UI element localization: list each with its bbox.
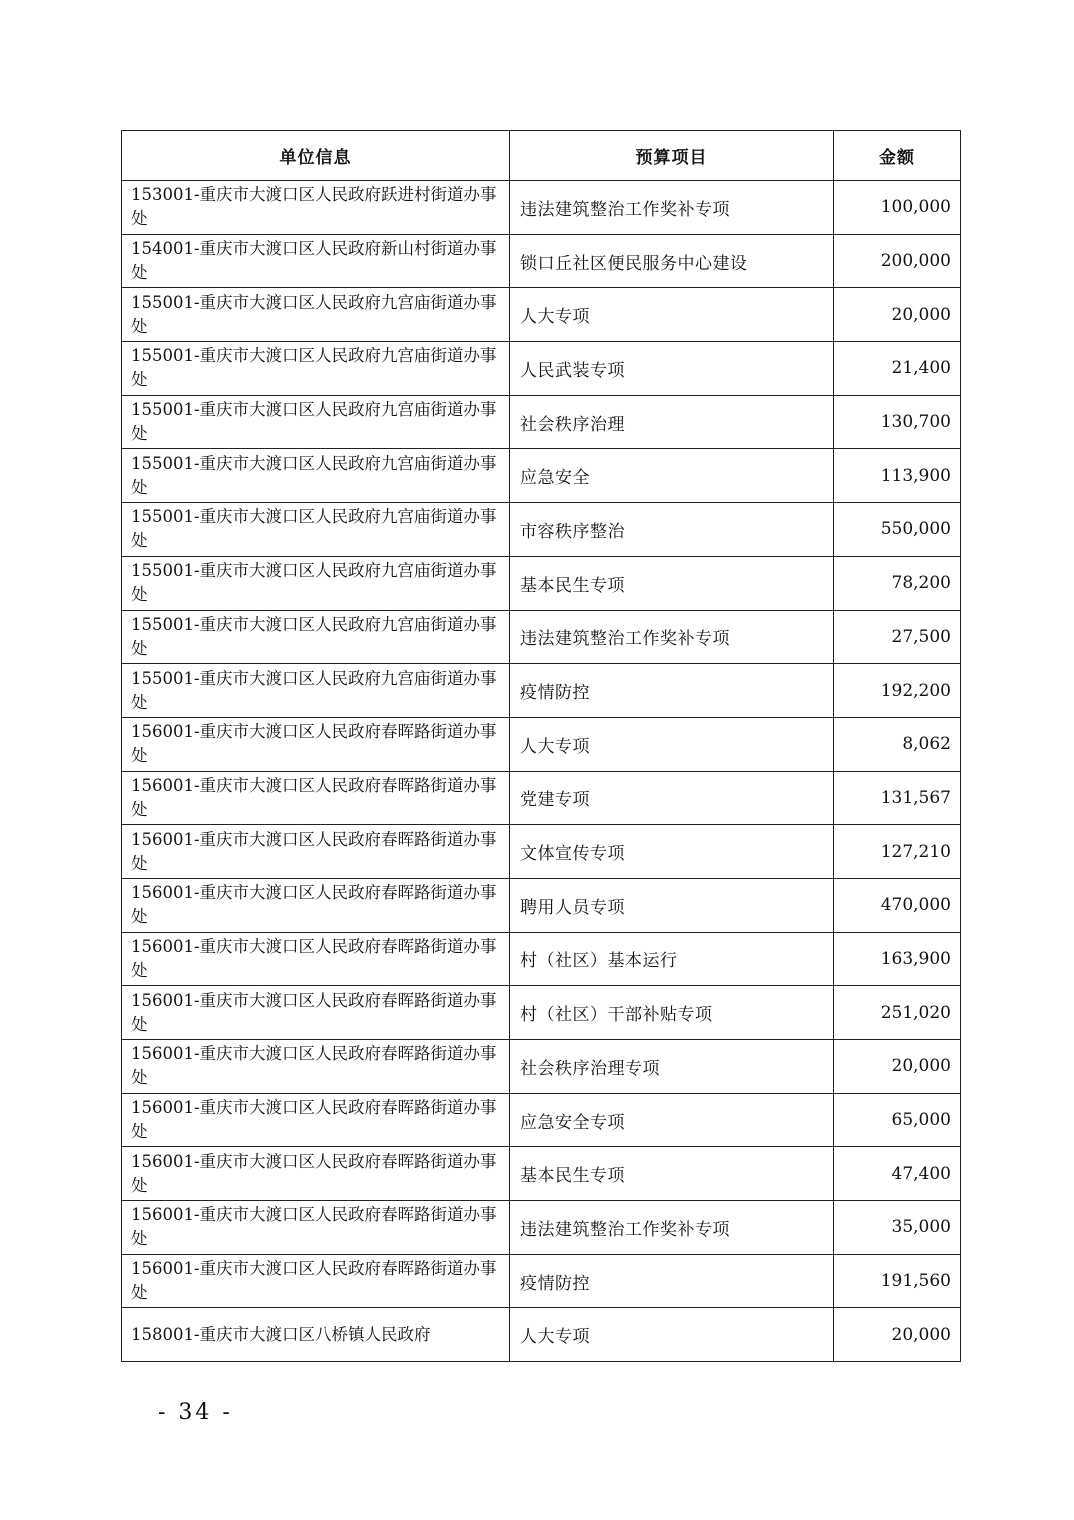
- budget-item-cell: 社会秩序治理专项: [510, 1040, 834, 1094]
- amount-cell: 65,000: [834, 1093, 961, 1147]
- budget-item-cell: 违法建筑整治工作奖补专项: [510, 1201, 834, 1255]
- amount-cell: 550,000: [834, 503, 961, 557]
- unit-cell: 155001-重庆市大渡口区人民政府九宫庙街道办事处: [122, 503, 510, 557]
- table-row: [122, 556, 961, 610]
- unit-cell: 153001-重庆市大渡口区人民政府跃进村街道办事处: [122, 181, 510, 235]
- amount-cell: 8,062: [834, 717, 961, 771]
- table-row: [122, 932, 961, 986]
- amount-cell: 20,000: [834, 1308, 961, 1362]
- budget-item-cell: 基本民生专项: [510, 556, 834, 610]
- table-row: [122, 771, 961, 825]
- unit-cell: 156001-重庆市大渡口区人民政府春晖路街道办事处: [122, 771, 510, 825]
- table-row: [122, 181, 961, 235]
- table-row: [122, 1308, 961, 1362]
- table-row: [122, 664, 961, 718]
- table-row: [122, 234, 961, 288]
- table-row: [122, 1201, 961, 1255]
- column-header-item: 预算项目: [510, 131, 834, 181]
- table-header: [122, 131, 961, 181]
- table-row: [122, 986, 961, 1040]
- amount-cell: 113,900: [834, 449, 961, 503]
- unit-cell: 156001-重庆市大渡口区人民政府春晖路街道办事处: [122, 717, 510, 771]
- column-header-amount: 金额: [834, 131, 961, 181]
- amount-cell: 20,000: [834, 1040, 961, 1094]
- budget-item-cell: 党建专项: [510, 771, 834, 825]
- amount-cell: 20,000: [834, 288, 961, 342]
- budget-item-cell: 违法建筑整治工作奖补专项: [510, 610, 834, 664]
- table-row: [122, 610, 961, 664]
- amount-cell: 47,400: [834, 1147, 961, 1201]
- table-row: [122, 717, 961, 771]
- unit-cell: 155001-重庆市大渡口区人民政府九宫庙街道办事处: [122, 610, 510, 664]
- budget-item-cell: 疫情防控: [510, 664, 834, 718]
- unit-cell: 154001-重庆市大渡口区人民政府新山村街道办事处: [122, 234, 510, 288]
- budget-item-cell: 文体宣传专项: [510, 825, 834, 879]
- unit-cell: 156001-重庆市大渡口区人民政府春晖路街道办事处: [122, 1254, 510, 1308]
- amount-cell: 27,500: [834, 610, 961, 664]
- table-row: [122, 1254, 961, 1308]
- amount-cell: 470,000: [834, 878, 961, 932]
- budget-item-cell: 基本民生专项: [510, 1147, 834, 1201]
- table-body: [122, 181, 961, 1362]
- budget-item-cell: 应急安全专项: [510, 1093, 834, 1147]
- unit-cell: 155001-重庆市大渡口区人民政府九宫庙街道办事处: [122, 288, 510, 342]
- amount-cell: 127,210: [834, 825, 961, 879]
- table-row: [122, 878, 961, 932]
- unit-cell: 156001-重庆市大渡口区人民政府春晖路街道办事处: [122, 825, 510, 879]
- unit-cell: 156001-重庆市大渡口区人民政府春晖路街道办事处: [122, 986, 510, 1040]
- unit-cell: 155001-重庆市大渡口区人民政府九宫庙街道办事处: [122, 664, 510, 718]
- amount-cell: 192,200: [834, 664, 961, 718]
- page-number: - 34 -: [158, 1400, 233, 1425]
- table-row: [122, 288, 961, 342]
- budget-item-cell: 村（社区）基本运行: [510, 932, 834, 986]
- table-row: [122, 1147, 961, 1201]
- budget-item-cell: 锁口丘社区便民服务中心建设: [510, 234, 834, 288]
- table-row: [122, 449, 961, 503]
- unit-cell: 156001-重庆市大渡口区人民政府春晖路街道办事处: [122, 1040, 510, 1094]
- unit-cell: 155001-重庆市大渡口区人民政府九宫庙街道办事处: [122, 342, 510, 396]
- unit-cell: 156001-重庆市大渡口区人民政府春晖路街道办事处: [122, 932, 510, 986]
- amount-cell: 78,200: [834, 556, 961, 610]
- unit-cell: 156001-重庆市大渡口区人民政府春晖路街道办事处: [122, 1147, 510, 1201]
- budget-item-cell: 人大专项: [510, 1308, 834, 1362]
- budget-item-cell: 疫情防控: [510, 1254, 834, 1308]
- budget-item-cell: 社会秩序治理: [510, 395, 834, 449]
- amount-cell: 21,400: [834, 342, 961, 396]
- amount-cell: 35,000: [834, 1201, 961, 1255]
- budget-item-cell: 人大专项: [510, 717, 834, 771]
- unit-cell: 155001-重庆市大渡口区人民政府九宫庙街道办事处: [122, 556, 510, 610]
- unit-cell: 158001-重庆市大渡口区八桥镇人民政府: [122, 1308, 510, 1362]
- unit-cell: 156001-重庆市大渡口区人民政府春晖路街道办事处: [122, 878, 510, 932]
- budget-item-cell: 聘用人员专项: [510, 878, 834, 932]
- amount-cell: 100,000: [834, 181, 961, 235]
- budget-item-cell: 违法建筑整治工作奖补专项: [510, 181, 834, 235]
- amount-cell: 200,000: [834, 234, 961, 288]
- table-row: [122, 503, 961, 557]
- amount-cell: 130,700: [834, 395, 961, 449]
- unit-cell: 155001-重庆市大渡口区人民政府九宫庙街道办事处: [122, 449, 510, 503]
- table-row: [122, 395, 961, 449]
- amount-cell: 191,560: [834, 1254, 961, 1308]
- budget-item-cell: 市容秩序整治: [510, 503, 834, 557]
- budget-table: [121, 130, 961, 1362]
- unit-cell: 155001-重庆市大渡口区人民政府九宫庙街道办事处: [122, 395, 510, 449]
- unit-cell: 156001-重庆市大渡口区人民政府春晖路街道办事处: [122, 1201, 510, 1255]
- table-row: [122, 1040, 961, 1094]
- table-row: [122, 1093, 961, 1147]
- budget-item-cell: 村（社区）干部补贴专项: [510, 986, 834, 1040]
- table-row: [122, 342, 961, 396]
- column-header-unit: 单位信息: [122, 131, 510, 181]
- budget-item-cell: 人民武装专项: [510, 342, 834, 396]
- amount-cell: 163,900: [834, 932, 961, 986]
- header-row: [122, 131, 961, 181]
- amount-cell: 131,567: [834, 771, 961, 825]
- table-row: [122, 825, 961, 879]
- unit-cell: 156001-重庆市大渡口区人民政府春晖路街道办事处: [122, 1093, 510, 1147]
- budget-item-cell: 应急安全: [510, 449, 834, 503]
- budget-item-cell: 人大专项: [510, 288, 834, 342]
- amount-cell: 251,020: [834, 986, 961, 1040]
